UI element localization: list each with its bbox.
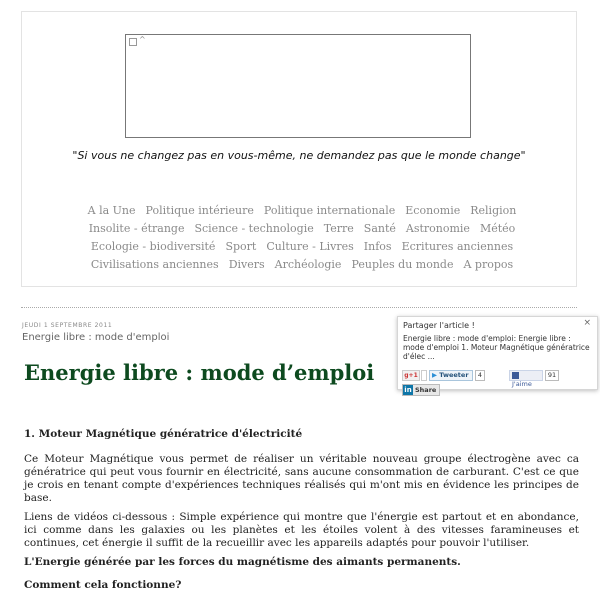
nav-item[interactable]: A la Une [87,204,136,217]
linkedin-share-button[interactable] [402,384,440,396]
blog-header [21,11,577,287]
nav-item[interactable]: Religion [470,204,517,217]
linkedin-icon: in [404,386,412,394]
google-plus-button[interactable]: g+1 [402,370,420,381]
section-heading: 1. Moteur Magnétique génératrice d'électricité [24,428,303,440]
linkedin-share-label: Share [415,386,437,394]
nav-item[interactable]: Sport [225,240,257,253]
broken-image-icon [129,38,137,46]
post-date: JEUDI 1 SEPTEMBRE 2011 [22,322,113,329]
nav-item[interactable]: Santé [363,222,396,235]
header-separator [21,307,577,308]
nav-row [52,238,552,256]
close-icon[interactable]: × [583,318,591,328]
like-label: J'aime [512,380,532,388]
broken-image-caret: ^ [139,35,146,44]
nav-item[interactable]: Economie [405,204,461,217]
facebook-icon [512,372,519,379]
nav-item[interactable]: Archéologie [274,258,342,271]
nav-item[interactable]: Culture - Livres [266,240,354,253]
share-popup-text: Energie libre : mode d'emploi: Energie libre : mode d'emploi 1. Moteur Magnétique génératrice d'élec ... [403,334,590,361]
google-plus-count [421,370,427,381]
nav-item[interactable]: Ecologie - biodiversité [90,240,216,253]
nav-item[interactable]: Politique internationale [263,204,396,217]
nav-item[interactable]: Terre [323,222,354,235]
nav-row [52,256,552,274]
bold-paragraph: L'Energie générée par les forces du magnétisme des aimants permanents. [24,556,461,568]
twitter-bird-icon: ▶ [432,371,437,379]
post-breadcrumb-title[interactable]: Energie libre : mode d'emploi [22,332,170,343]
share-popup [397,316,598,390]
tweet-count: 4 [475,370,485,381]
facebook-like-button[interactable] [509,370,543,388]
nav-row [52,220,552,238]
nav-item[interactable]: Divers [228,258,265,271]
post-title[interactable]: Energie libre : mode d’emploi [24,360,375,385]
tweet-button[interactable] [429,370,473,381]
like-count: 91 [545,370,559,381]
category-nav [52,202,552,274]
nav-item[interactable]: Insolite - étrange [88,222,185,235]
header-banner-image [125,34,471,138]
share-buttons [402,370,597,388]
nav-item[interactable]: Peuples du monde [351,258,454,271]
nav-item[interactable]: Civilisations anciennes [90,258,219,271]
nav-item[interactable]: A propos [463,258,514,271]
blog-tagline: "Si vous ne changez pas en vous-même, ne demandez pas que le monde change" [72,149,526,162]
nav-item[interactable]: Infos [363,240,392,253]
bold-paragraph: Comment cela fonctionne? [24,579,182,591]
nav-item[interactable]: Politique intérieure [145,204,254,217]
nav-item[interactable]: Science - technologie [194,222,314,235]
nav-item[interactable]: Ecritures anciennes [401,240,514,253]
nav-item[interactable]: Météo [479,222,516,235]
paragraph: Ce Moteur Magnétique vous permet de réaliser un véritable nouveau groupe électrogène avec ca génératrice qui peut vous fournir en électricité, sans aucune consommation de carburant. C'est ce que je crois en tenant compte d'expériences techniques réalisés qui m'ont mis en évidence les principes de base. [24,453,579,504]
nav-row [52,202,552,220]
nav-item[interactable]: Astronomie [405,222,470,235]
share-popup-title: Partager l'article ! [403,321,475,330]
tweet-label: Tweeter [439,371,469,379]
paragraph: Liens de vidéos ci-dessous : Simple expérience qui montre que l'énergie est partout et en abondance, ici comme dans les galaxies ou les planètes et les étoiles volent à des vitesses faramineuses et continues, cet énergie il suffit de la recueillir avec les appareils adaptés pour pouvoir l'utiliser. [24,511,579,549]
post-body [24,428,579,602]
